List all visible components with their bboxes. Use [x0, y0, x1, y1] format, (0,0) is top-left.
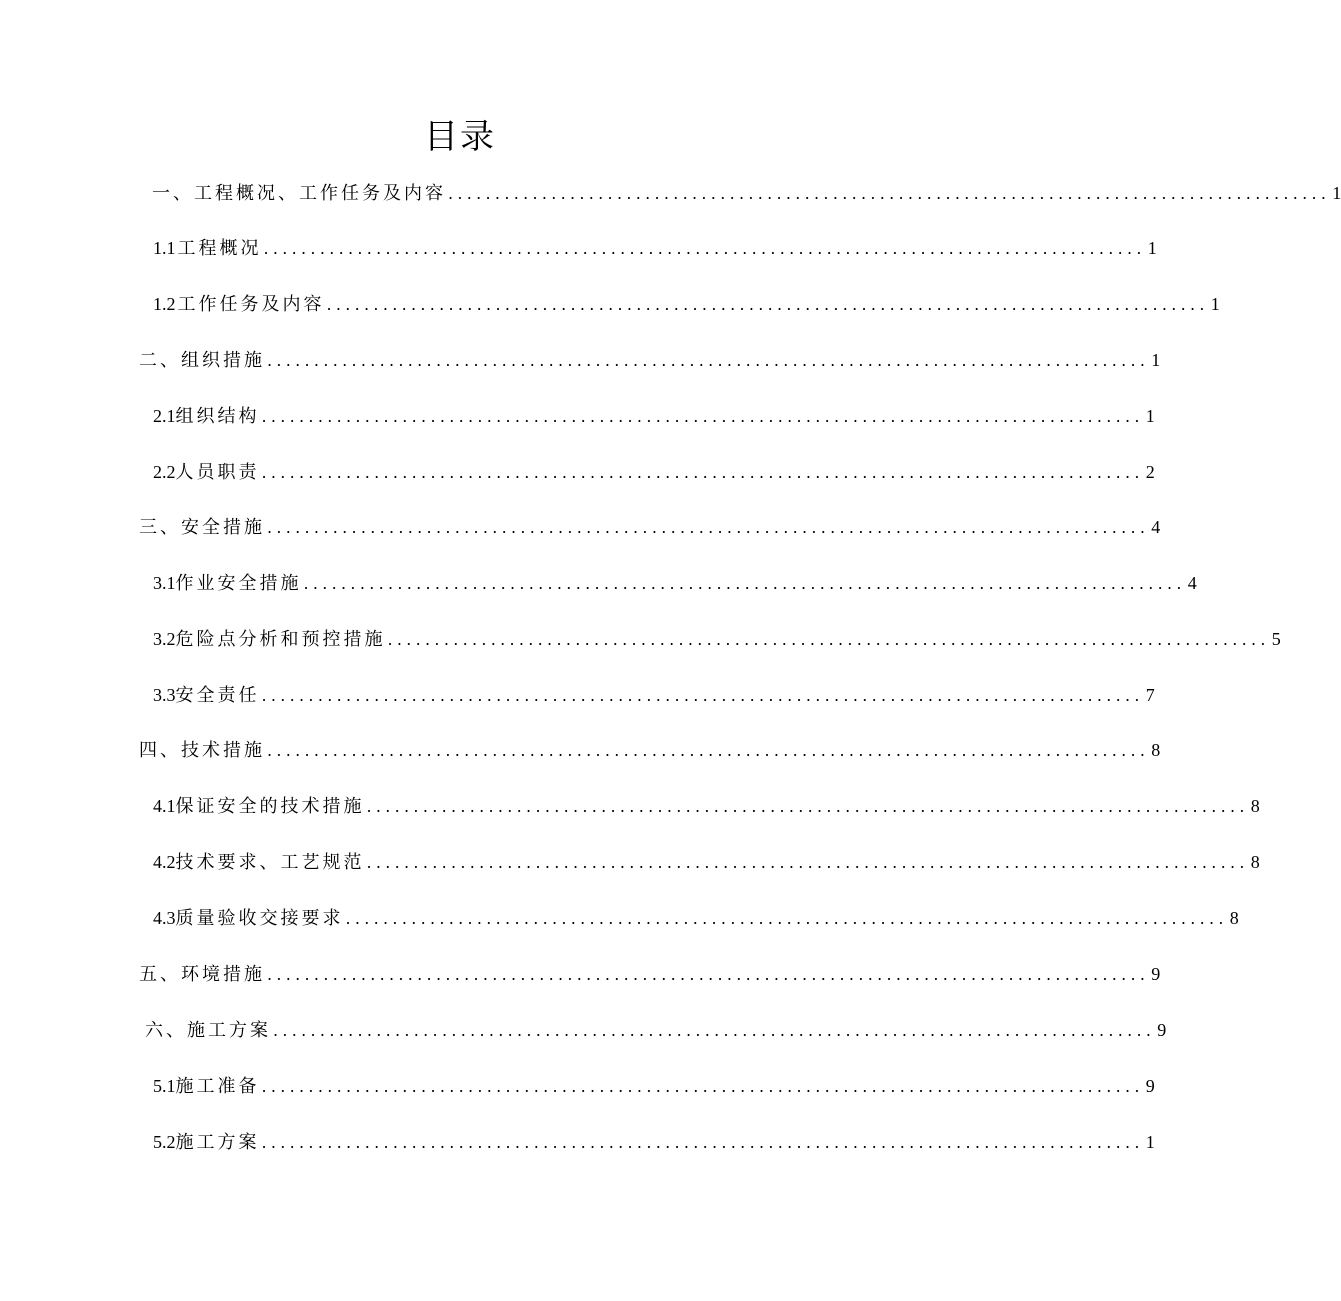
toc-page-number: 1 — [1151, 350, 1161, 370]
toc-entry[interactable] — [153, 1127, 1155, 1157]
toc-leader-dots: .............................................................................................. — [261, 463, 1144, 482]
toc-section-number: 1.1 — [153, 238, 176, 258]
toc-section-number: 5.2 — [153, 1132, 176, 1152]
toc-section-number: 2.2 — [153, 462, 176, 482]
toc-entry-label: 组织结构 — [175, 406, 260, 427]
toc-page-number: 1 — [1332, 183, 1341, 203]
toc-entry-label: 一、工程概况、工作任务及内容 — [152, 183, 446, 204]
toc-entry-label: 工作任务及内容 — [177, 294, 325, 315]
toc-entry[interactable] — [153, 1071, 1155, 1101]
toc-page-number: 4 — [1151, 517, 1161, 537]
toc-entry[interactable] — [153, 624, 1281, 654]
toc-entry-label: 五、环境措施 — [139, 964, 265, 985]
toc-entry[interactable] — [153, 233, 1157, 263]
toc-page-number: 5 — [1271, 629, 1281, 649]
toc-entry[interactable] — [139, 345, 1161, 375]
toc-leader-dots: .............................................................................................. — [261, 1133, 1144, 1152]
toc-page-number: 8 — [1229, 908, 1239, 928]
toc-page-number: 1 — [1145, 406, 1155, 426]
toc-entry[interactable] — [139, 959, 1161, 989]
toc-section-number: 4.3 — [153, 908, 176, 928]
toc-entry-label: 施工方案 — [175, 1132, 260, 1153]
toc-entry[interactable] — [152, 178, 1341, 208]
toc-leader-dots: .............................................................................................. — [267, 741, 1150, 760]
toc-page-number: 4 — [1187, 573, 1197, 593]
toc-page-number: 2 — [1145, 462, 1155, 482]
toc-leader-dots: .............................................................................................. — [345, 909, 1228, 928]
toc-leader-dots: .............................................................................................. — [273, 1021, 1156, 1040]
toc-section-number: 3.2 — [153, 629, 176, 649]
toc-entry-label: 施工准备 — [175, 1076, 260, 1097]
toc-section-number: 1.2 — [153, 294, 176, 314]
toc-leader-dots: .............................................................................................. — [267, 965, 1150, 984]
toc-entry-label: 保证安全的技术措施 — [175, 796, 365, 817]
toc-entry[interactable] — [153, 289, 1220, 319]
toc-section-number: 4.1 — [153, 796, 176, 816]
toc-leader-dots: .............................................................................................. — [366, 797, 1249, 816]
toc-page-number: 7 — [1145, 685, 1155, 705]
toc-page-number: 9 — [1157, 1020, 1167, 1040]
toc-entry[interactable] — [153, 401, 1155, 431]
toc-entry-label: 工程概况 — [177, 238, 262, 259]
toc-entry-label: 二、组织措施 — [139, 350, 265, 371]
toc-entry-label: 危险点分析和预控措施 — [175, 629, 386, 650]
toc-page-number: 1 — [1210, 294, 1220, 314]
toc-leader-dots: .............................................................................................. — [267, 518, 1150, 537]
toc-leader-dots: .............................................................................................. — [261, 407, 1144, 426]
toc-entry-label: 三、安全措施 — [139, 517, 265, 538]
toc-entry-label: 人员职责 — [175, 462, 260, 483]
toc-entry-label: 技术要求、工艺规范 — [175, 852, 365, 873]
toc-entry[interactable] — [153, 457, 1155, 487]
toc-page-number: 8 — [1151, 740, 1161, 760]
toc-entry[interactable] — [153, 791, 1260, 821]
toc-section-number: 2.1 — [153, 406, 176, 426]
toc-entry-label: 六、施工方案 — [145, 1020, 271, 1041]
toc-entry-label: 四、技术措施 — [139, 740, 265, 761]
toc-entry[interactable] — [139, 512, 1161, 542]
toc-leader-dots: .............................................................................................. — [303, 574, 1186, 593]
toc-entry[interactable] — [153, 903, 1239, 933]
toc-entry[interactable] — [139, 735, 1161, 765]
toc-leader-dots: .............................................................................................. — [263, 239, 1146, 258]
toc-page-number: 1 — [1147, 238, 1157, 258]
toc-leader-dots: .............................................................................................. — [261, 686, 1144, 705]
toc-entry-label: 质量验收交接要求 — [175, 908, 344, 929]
toc-section-number: 3.3 — [153, 685, 176, 705]
toc-section-number: 5.1 — [153, 1076, 176, 1096]
toc-page-number: 9 — [1151, 964, 1161, 984]
toc-entry[interactable] — [145, 1015, 1167, 1045]
toc-section-number: 4.2 — [153, 852, 176, 872]
toc-leader-dots: .............................................................................................. — [326, 295, 1209, 314]
toc-section-number: 3.1 — [153, 573, 176, 593]
page-title: 目录 — [424, 117, 496, 157]
toc-page-number: 8 — [1250, 852, 1260, 872]
toc-entry-label: 安全责任 — [175, 685, 260, 706]
toc-page-number: 8 — [1250, 796, 1260, 816]
toc-leader-dots: .............................................................................................. — [261, 1077, 1144, 1096]
toc-entry[interactable] — [153, 680, 1155, 710]
toc-page-number: 1 — [1145, 1132, 1155, 1152]
toc-leader-dots: .............................................................................................. — [267, 351, 1150, 370]
toc-entry[interactable] — [153, 847, 1260, 877]
toc-leader-dots: .............................................................................................. — [448, 184, 1331, 203]
toc-leader-dots: .............................................................................................. — [366, 853, 1249, 872]
toc-leader-dots: .............................................................................................. — [387, 630, 1270, 649]
toc-entry[interactable] — [153, 568, 1197, 598]
toc-entry-label: 作业安全措施 — [175, 573, 302, 594]
toc-page-number: 9 — [1145, 1076, 1155, 1096]
